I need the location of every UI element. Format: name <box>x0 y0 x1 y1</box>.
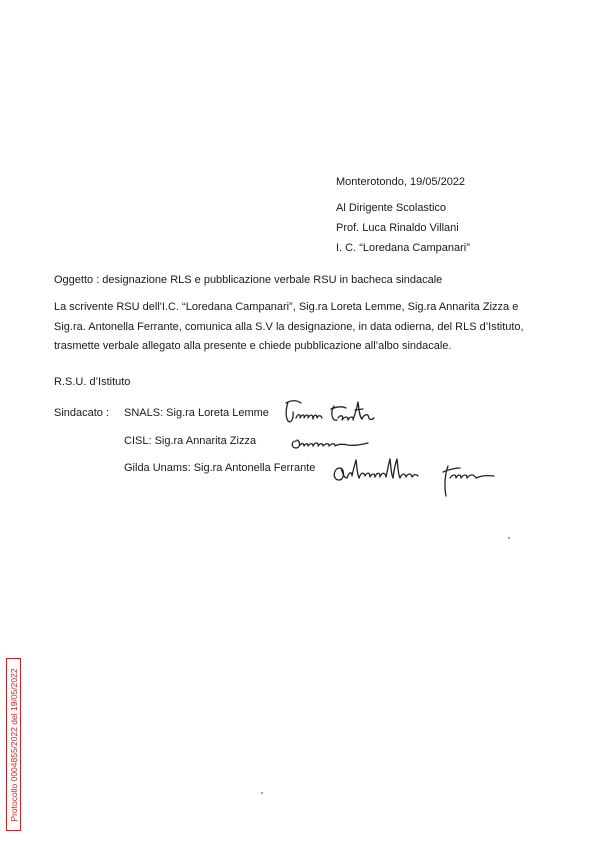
rsu-label: R.S.U. d’Istituto <box>54 376 131 388</box>
subject-line: Oggetto : designazione RLS e pubblicazione verbale RSU in bacheca sindacale <box>54 274 443 286</box>
scan-speck <box>261 792 263 794</box>
recipient-line-2: Prof. Luca Rinaldo Villani <box>336 222 459 234</box>
recipient-line-1: Al Dirigente Scolastico <box>336 202 447 214</box>
signature-ferrante <box>330 456 500 498</box>
recipient-line-3: I. C. “Loredana Campanari” <box>336 242 470 254</box>
sindacato-entry-cisl: CISL: Sig.ra Annarita Zizza <box>124 435 257 447</box>
body-paragraph: La scrivente RSU dell'I.C. “Loredana Campanari”, Sig.ra Loreta Lemme, Sig.ra Annarita Zizza e Sig.ra. Antonella Ferrante, comunica alla S.V la designazione, in data odierna, del RLS d’Istituto, trasmette verbale allegato alla presente e chiede pubblicazione all’albo sindacale. <box>54 301 524 352</box>
sindacato-label: Sindacato : <box>54 407 110 419</box>
signature-zizza <box>288 431 373 453</box>
protocol-stamp <box>6 658 21 831</box>
protocol-stamp-text: Protocollo 0004855/2022 del 19/05/2022 <box>8 667 19 822</box>
signature-lemme <box>282 394 377 426</box>
sindacato-entry-gilda: Gilda Unams: Sig.ra Antonella Ferrante <box>124 462 316 474</box>
sindacato-entry-snals: SNALS: Sig.ra Loreta Lemme <box>124 407 269 419</box>
scan-speck <box>508 537 510 539</box>
place-date: Monterotondo, 19/05/2022 <box>336 176 466 188</box>
